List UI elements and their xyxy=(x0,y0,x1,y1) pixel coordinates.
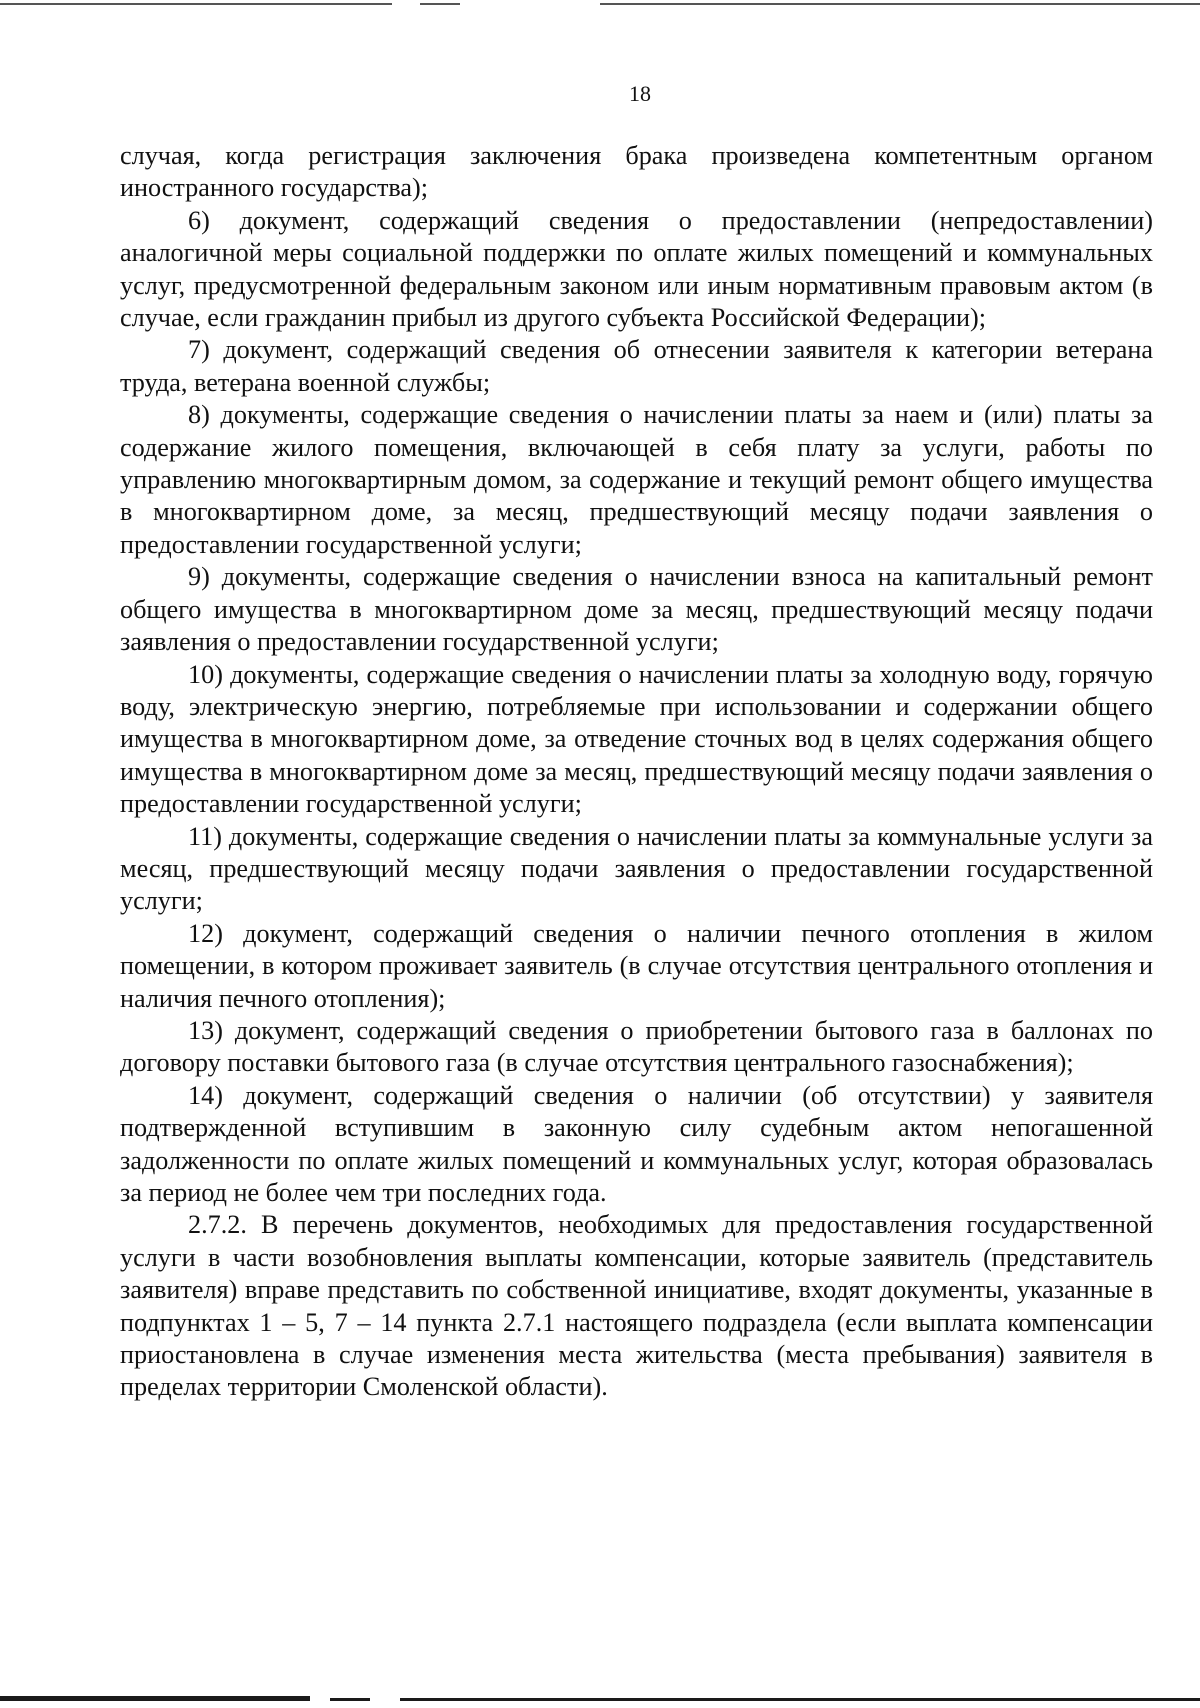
paragraph-item-8: 8) документы, содержащие сведения о начислении платы за наем и (или) платы за содержание жилого помещения, включающей в себя плату за услуги, работы по управлению многоквартирным домом, за содержание и текущий ремонт общего имущества в многоквартирном доме, за месяц, предшествующий месяцу подачи заявления о предоставлении государственной услуги; xyxy=(120,400,1153,559)
scan-edge-top-right xyxy=(600,3,1200,5)
scan-edge-bottom-left xyxy=(0,1696,310,1701)
scan-edge-bottom-right xyxy=(400,1698,1200,1701)
document-body xyxy=(120,140,1153,1404)
paragraph-continuation: случая, когда регистрация заключения брака произведена компетентным органом иностранного государства); xyxy=(120,141,1153,203)
scan-edge-top-left xyxy=(0,3,392,5)
page-number: 18 xyxy=(629,81,651,106)
paragraph-item-14: 14) документ, содержащий сведения о наличии (об отсутствии) у заявителя подтвержденной вступившим в законную силу судебным актом непогашенной задолженности по оплате жилых помещений и коммунальных услуг, которая образовалась за период не более чем три последних года. xyxy=(120,1080,1153,1207)
paragraph-item-12: 12) документ, содержащий сведения о наличии печного отопления в жилом помещении, в котором проживает заявитель (в случае отсутствия центрального отопления и наличия печного отопления); xyxy=(120,918,1153,1013)
paragraph-item-10: 10) документы, содержащие сведения о начислении платы за холодную воду, горячую воду, электрическую энергию, потребляемые при использовании и содержании общего имущества в многоквартирном доме, за отведение сточных вод в целях содержания общего имущества в многоквартирном доме за месяц, предшествующий месяцу подачи заявления о предоставлении государственной услуги; xyxy=(120,659,1153,819)
paragraph-item-13: 13) документ, содержащий сведения о приобретении бытового газа в баллонах по договору поставки бытового газа (в случае отсутствия центрального газоснабжения); xyxy=(120,1015,1153,1078)
paragraph-item-7: 7) документ, содержащий сведения об отнесении заявителя к категории ветерана труда, ветерана военной службы; xyxy=(120,335,1153,397)
scan-edge-bottom-mid xyxy=(330,1698,370,1701)
paragraph-section-2-7-2: 2.7.2. В перечень документов, необходимых для предоставления государственной услуги в части возобновления выплаты компенсации, которые заявитель (представитель заявителя) вправе представить по собственной инициативе, входят документы, указанные в подпунктах 1 – 5, 7 – 14 пункта 2.7.1 настоящего подраздела (если выплата компенсации приостановлена в случае изменения места жительства (места пребывания) заявителя в пределах территории Смоленской области). xyxy=(120,1210,1153,1402)
scan-edge-top-mid xyxy=(420,3,460,5)
paragraph-item-9: 9) документы, содержащие сведения о начислении взноса на капитальный ремонт общего имущества в многоквартирном доме за месяц, предшествующий месяцу подачи заявления о предоставлении государственной услуги; xyxy=(120,562,1153,657)
paragraph-item-11: 11) документы, содержащие сведения о начислении платы за коммунальные услуги за месяц, предшествующий месяцу подачи заявления о предоставлении государственной услуги; xyxy=(120,821,1153,916)
paragraph-item-6: 6) документ, содержащий сведения о предоставлении (непредоставлении) аналогичной меры социальной поддержки по оплате жилых помещений и коммунальных услуг, предусмотренной федеральным законом или иным нормативным правовым актом (в случае, если гражданин прибыл из другого субъекта Российской Федерации); xyxy=(120,205,1153,333)
